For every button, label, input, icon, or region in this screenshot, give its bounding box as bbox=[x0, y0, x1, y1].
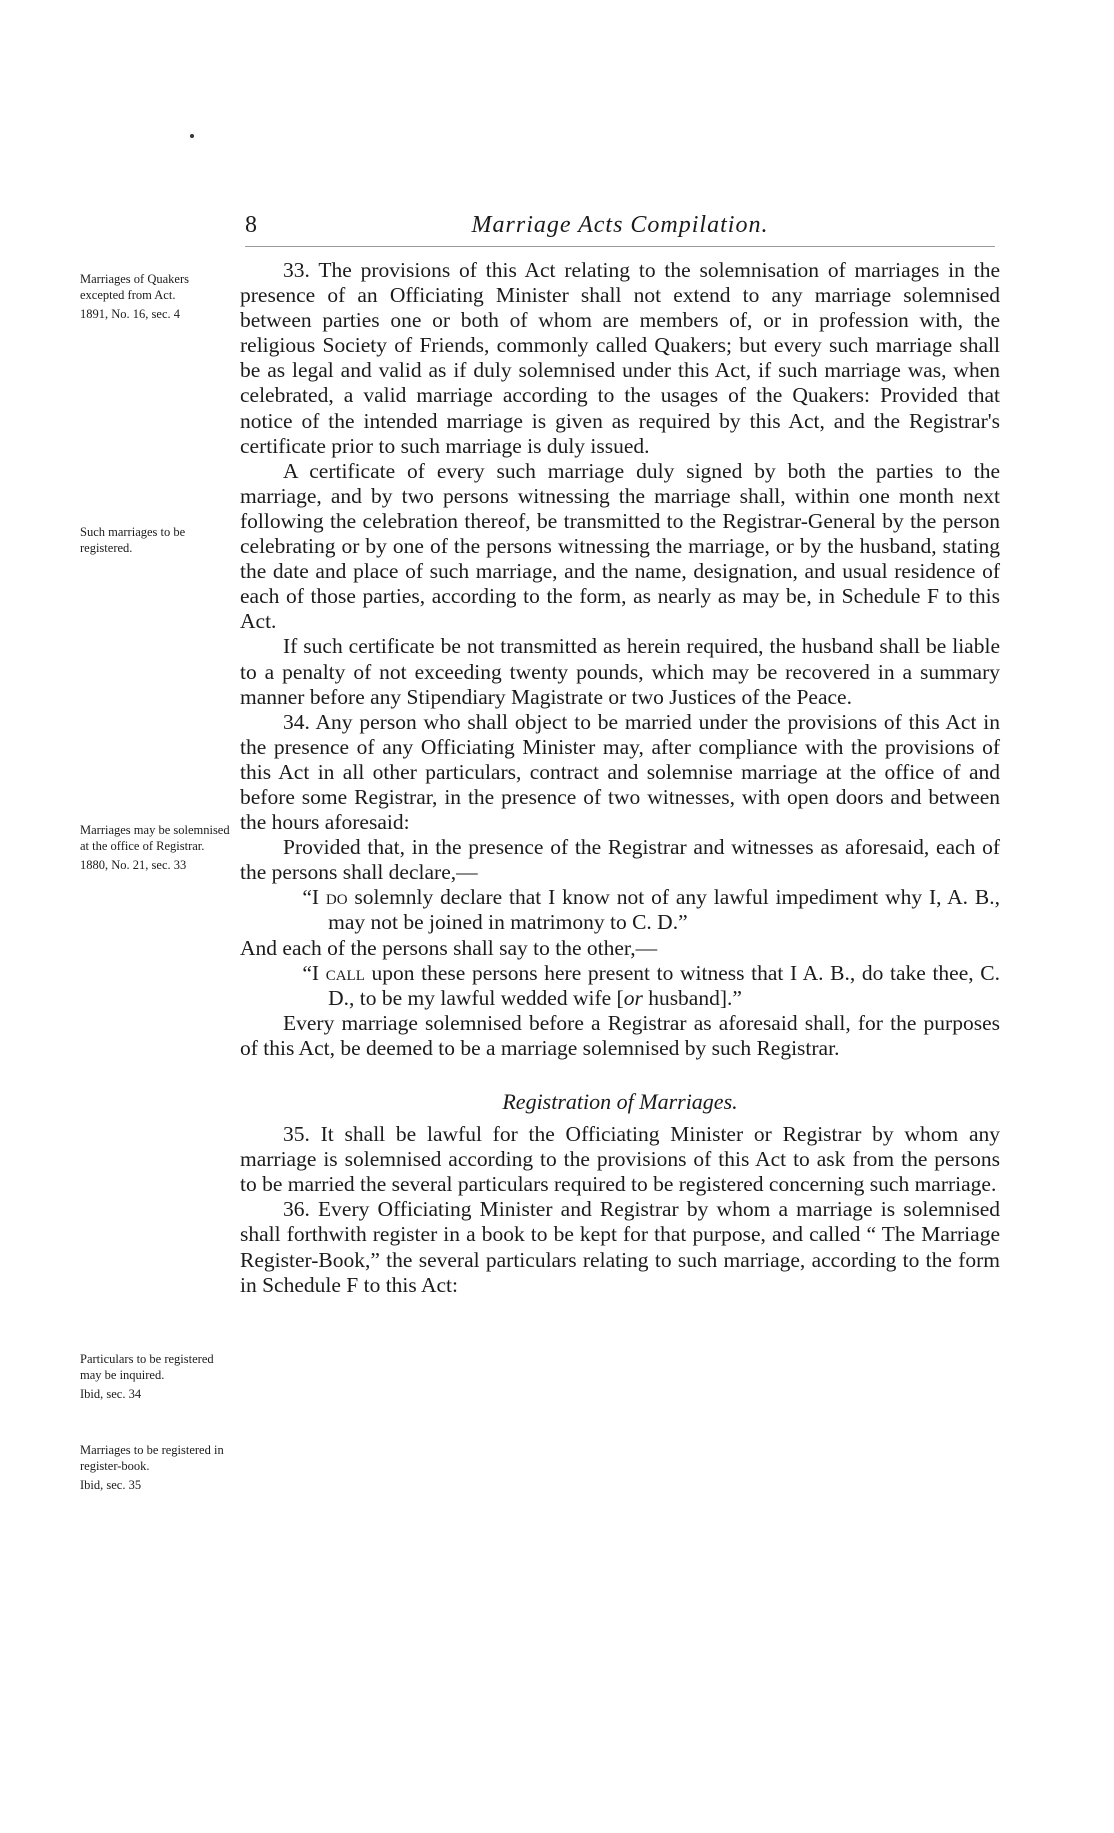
margin-note-title: Such marriages to be registered. bbox=[80, 525, 186, 555]
margin-note bbox=[80, 1352, 230, 1403]
section-36: 36. Every Officiating Minister and Registrar by whom a marriage is solemnised shall forthwith register in a book to be kept for that purpose, and called “ The Marriage Register-Book,” the several particulars relating to such marriage, according to the form in Schedule F to this Act: bbox=[240, 1197, 1000, 1297]
section-35: 35. It shall be lawful for the Officiating Minister or Registrar by whom any marriage is solemnised according to the provisions of this Act to ask from the persons to be married the several particulars required to be registered concerning such marriage. bbox=[240, 1122, 1000, 1197]
section-heading: Registration of Marriages. bbox=[502, 1089, 738, 1114]
margin-note-ref: Ibid, sec. 35 bbox=[80, 1478, 142, 1492]
margin-note-ref: Ibid, sec. 34 bbox=[80, 1387, 142, 1401]
penalty-paragraph: If such certificate be not transmitted as herein required, the husband shall be liable to a penalty of not exceeding twenty pounds, which may be recovered in a summary manner before any Stipendiary Magistrate or two Justices of the Peace. bbox=[240, 634, 1000, 709]
margin-note-title: Marriages of Quakers excepted from Act. bbox=[80, 272, 189, 302]
declaration-quote: “I do solemnly declare that I know not of any lawful impediment why I, A. B., may not be joined in matrimony to C. D.” bbox=[302, 885, 1001, 935]
body-text bbox=[240, 258, 1000, 1298]
page-header bbox=[240, 212, 1000, 246]
proviso-paragraph: Provided that, in the presence of the Registrar and witnesses as aforesaid, each of the persons shall declare,— bbox=[240, 835, 1000, 885]
each-paragraph: And each of the persons shall say to the other,— bbox=[240, 935, 658, 960]
running-title: Marriage Acts Compilation. bbox=[471, 212, 769, 238]
margin-note-ref: 1880, No. 21, sec. 33 bbox=[80, 858, 187, 872]
margin-note-title: Particulars to be registered may be inquired. bbox=[80, 1352, 214, 1382]
margin-note bbox=[80, 1443, 230, 1494]
margin-note-ref: 1891, No. 16, sec. 4 bbox=[80, 307, 180, 321]
vow-quote: “I call upon these persons here present to witness that I A. B., do take thee, C. D., to be my lawful wedded wife [or husband].” bbox=[302, 960, 1000, 1010]
registrar-paragraph: Every marriage solemnised before a Registrar as aforesaid shall, for the purposes of this Act, be deemed to be a marriage solemnised by such Registrar. bbox=[240, 1010, 1000, 1060]
margin-note bbox=[80, 823, 230, 874]
margin-note bbox=[80, 525, 230, 556]
certificate-paragraph: A certificate of every such marriage duly signed by both the parties to the marriage, and by two persons witnessing the marriage shall, within one month next following the celebration thereof, be transmitted to the Registrar-General by the person celebrating or by one of the persons witnessing the marriage, or by the husband, stating the date and place of such marriage, and the name, designation, and usual residence of each of those parties, according to the form, as nearly as may be, in Schedule F to this Act. bbox=[240, 458, 1000, 634]
header-rule bbox=[245, 246, 995, 247]
margin-note bbox=[80, 272, 230, 323]
section-33: 33. The provisions of this Act relating to the solemnisation of marriages in the presence of an Officiating Minister shall not extend to any marriage solemnised between parties one or both of whom are members of, or in profession with, the religious Society of Friends, commonly called Quakers; but every such marriage shall be as legal and valid as if duly solemnised under this Act, if such marriage was, when celebrated, a valid marriage according to the usages of the Quakers: Provided that notice of the intended marriage is given as required by this Act, and the Registrar's certificate prior to such marriage is duly issued. bbox=[240, 258, 1000, 458]
ink-dot bbox=[190, 134, 194, 138]
margin-note-title: Marriages to be registered in register-book. bbox=[80, 1443, 224, 1473]
page-number: 8 bbox=[245, 212, 257, 238]
section-34: 34. Any person who shall object to be married under the provisions of this Act in the presence of any Officiating Minister may, after compliance with the provisions of this Act in all other particulars, contract and solemnise marriage at the office of and before some Registrar, in the presence of two witnesses, with open doors and between the hours aforesaid: bbox=[240, 709, 1000, 835]
margin-note-title: Marriages may be solemnised at the office of Registrar. bbox=[80, 823, 230, 853]
